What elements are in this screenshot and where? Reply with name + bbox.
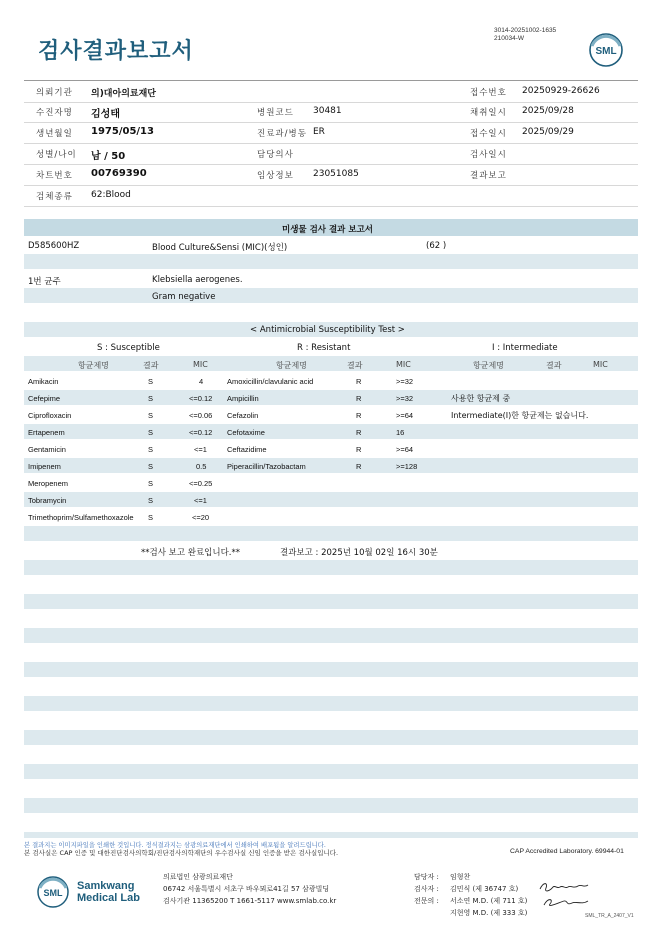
header-row [24, 164, 638, 186]
report-time: 결과보고 : 2025년 10월 02일 16시 30분 [280, 548, 438, 558]
col-header-mic: MIC [593, 360, 608, 369]
sexage-value: 남 / 50 [91, 151, 126, 162]
header-row [24, 101, 638, 123]
expert-name: 지현영 M.D. (제 333 호) [450, 909, 528, 917]
col-header-mic: MIC [396, 360, 411, 369]
col-header-drug: 항균제명 [473, 361, 504, 370]
drug-mic: <=0.12 [189, 428, 213, 437]
receipt-no-label: 접수번호 [470, 88, 507, 98]
specimen-value: 62:Blood [91, 190, 131, 200]
drug-name: Ciprofloxacin [28, 411, 72, 420]
expert-name: 서소연 M.D. (제 711 호) [450, 897, 528, 905]
section-title: 미생물 검사 결과 보고서 [282, 225, 373, 235]
clinical-label: 임상정보 [257, 171, 294, 181]
receipt-no-value: 20250929-26626 [522, 86, 600, 96]
drug-result: R [356, 377, 362, 386]
ast-title: < Antimicrobial Susceptibility Test > [250, 325, 405, 335]
chart-label: 차트번호 [36, 171, 73, 181]
drug-name: Cefazolin [227, 411, 259, 420]
drug-name: Ampicillin [227, 394, 259, 403]
notice-blue: 본 결과지는 이미지파일을 인쇄한 것입니다. 정식결과지는 삼광의료재단에서 인쇄하여 배포됨을 알려드립니다. [24, 842, 326, 849]
row-band [24, 594, 638, 609]
drug-result: S [148, 394, 154, 403]
report-label: 결과보고 [470, 171, 507, 181]
row-band [24, 730, 638, 745]
strain-label: 1번 균주 [28, 277, 61, 287]
drug-mic: <=1 [194, 445, 207, 454]
drug-result: S [148, 445, 154, 454]
birth-value: 1975/05/13 [91, 126, 154, 137]
col-header-drug: 항균제명 [276, 361, 307, 370]
expert-label: 전문의 : [414, 897, 439, 905]
col-header-mic: MIC [193, 360, 208, 369]
notice-accreditation: 본 검사실은 CAP 인증 및 대한진단검사의학회/진단검사의학재단의 우수검사실 신임 인증을 받은 검사실입니다. [24, 849, 339, 857]
col-header-result: 결과 [546, 361, 562, 370]
organism-name: Klebsiella aerogenes. [152, 275, 243, 285]
collect-date-label: 채취일시 [470, 108, 507, 118]
row-band [24, 696, 638, 711]
row-band [24, 798, 638, 813]
dept-value: ER [313, 127, 325, 137]
row-band [24, 526, 638, 541]
test-number: (62 ) [426, 241, 447, 251]
document-id-line: 210034-W [494, 35, 524, 42]
row-band [24, 560, 638, 575]
birth-label: 생년월일 [36, 129, 73, 139]
dept-label: 진료과/병동 [257, 129, 307, 139]
test-name: Blood Culture&Sensi (MIC)(성인) [152, 243, 288, 253]
drug-name: Meropenem [28, 479, 69, 488]
drug-result: R [356, 428, 362, 437]
org-name: 의료법인 삼광의료재단 [163, 873, 233, 881]
drug-name: Cefotaxime [227, 428, 265, 437]
tester-label: 검사자 : [414, 885, 439, 893]
document-id [494, 27, 556, 43]
doctor-label: 담당의사 [257, 150, 294, 160]
drug-name: Ertapenem [28, 428, 65, 437]
drug-result: S [148, 411, 154, 420]
row-band [24, 628, 638, 643]
drug-mic: 0.5 [196, 462, 207, 471]
legend-resistant: R : Resistant [297, 343, 351, 353]
test-date-label: 검사일시 [470, 150, 507, 160]
hospital-code-value: 30481 [313, 106, 342, 116]
col-header-result: 결과 [143, 361, 159, 370]
drug-result: S [148, 377, 154, 386]
drug-mic: >=32 [396, 377, 414, 386]
clinical-value: 23051085 [313, 169, 359, 179]
drug-result: S [148, 428, 154, 437]
header-row [24, 185, 638, 207]
row-band [24, 254, 638, 269]
drug-name: Imipenem [28, 462, 61, 471]
cap-accreditation: CAP Accredited Laboratory. 69944-01 [510, 848, 624, 855]
sml-logo [588, 32, 624, 68]
row-band [24, 662, 638, 677]
col-header-drug: 항균제명 [78, 361, 109, 370]
logo-text: SML [595, 46, 617, 57]
drug-mic: >=32 [396, 394, 414, 403]
receipt-date-label: 접수일시 [470, 129, 507, 139]
chart-value: 00769390 [91, 168, 147, 179]
brand-line: Medical Lab [77, 892, 140, 904]
row-band [24, 832, 638, 838]
drug-name: Piperacillin/Tazobactam [227, 462, 306, 471]
org-contact: 검사기관 11365200 T 1661-5117 www.smlab.co.kr [163, 897, 337, 905]
intermediate-note: 사용한 항균제 중 [451, 394, 511, 403]
sml-footer-logo [36, 875, 70, 909]
hospital-code-label: 병원코드 [257, 108, 294, 118]
drug-mic: 4 [199, 377, 204, 386]
drug-mic: >=64 [396, 445, 414, 454]
logo-text: SML [43, 888, 63, 898]
institution-label: 의뢰기관 [36, 88, 73, 98]
document-id-line: 3014-20251002-1635 [494, 27, 557, 34]
complete-message: **검사 보고 완료입니다.** [141, 548, 241, 558]
drug-mic: <=20 [192, 513, 210, 522]
signature-image [538, 879, 593, 911]
drug-name: Tobramycin [28, 496, 67, 505]
row-band [24, 424, 638, 439]
col-header-result: 결과 [347, 361, 363, 370]
header-row [24, 122, 638, 144]
drug-result: R [356, 445, 362, 454]
drug-mic: <=0.25 [189, 479, 213, 488]
patient-label: 수진자명 [36, 108, 73, 118]
intermediate-note: Intermediate(I)한 항균제는 없습니다. [451, 411, 589, 420]
drug-name: Trimethoprim/Sulfamethoxazole [28, 513, 134, 522]
patient-value: 김성태 [91, 109, 120, 120]
tester-name: 김민식 (제 36747 호) [450, 885, 519, 893]
drug-result: S [148, 462, 154, 471]
row-band [24, 764, 638, 779]
sexage-label: 성별/나이 [36, 150, 77, 160]
org-address: 06742 서울특별시 서초구 바우뫼로41길 57 삼광빌딩 [163, 885, 330, 893]
drug-mic: <=0.06 [189, 411, 213, 420]
drug-result: R [356, 411, 362, 420]
legend-intermediate: I : Intermediate [492, 343, 558, 353]
drug-name: Amikacin [28, 377, 59, 386]
drug-mic: <=0.12 [189, 394, 213, 403]
row-band [24, 390, 638, 405]
collect-date-value: 2025/09/28 [522, 106, 574, 116]
drug-result: R [356, 394, 362, 403]
header-row [24, 80, 638, 103]
form-number: SML_TR_A_2407_V1 [585, 913, 634, 919]
drug-name: Cefepime [28, 394, 61, 403]
test-code: D585600HZ [28, 241, 80, 251]
receipt-date-value: 2025/09/29 [522, 127, 574, 137]
manager-name: 임형찬 [450, 873, 471, 881]
drug-result: R [356, 462, 362, 471]
drug-result: S [148, 479, 154, 488]
gram-stain: Gram negative [152, 292, 216, 302]
drug-mic: >=64 [396, 411, 414, 420]
row-band [24, 458, 638, 473]
drug-name: Ceftazidime [227, 445, 267, 454]
drug-result: S [148, 513, 154, 522]
drug-result: S [148, 496, 154, 505]
brand-name [77, 880, 140, 904]
row-band [24, 288, 638, 303]
brand-line: Samkwang [77, 880, 135, 892]
legend-susceptible: S : Susceptible [97, 343, 160, 353]
row-band [24, 492, 638, 507]
drug-name: Amoxicillin/clavulanic acid [227, 377, 314, 386]
drug-mic: >=128 [396, 462, 418, 471]
drug-mic: 16 [396, 428, 405, 437]
page-title: 검사결과보고서 [38, 39, 194, 64]
drug-name: Gentamicin [28, 445, 66, 454]
header-row [24, 143, 638, 165]
drug-mic: <=1 [194, 496, 207, 505]
specimen-label: 검체종류 [36, 192, 73, 202]
institution-value: 의)대아의료재단 [91, 89, 156, 99]
manager-label: 담당자 : [414, 873, 439, 881]
